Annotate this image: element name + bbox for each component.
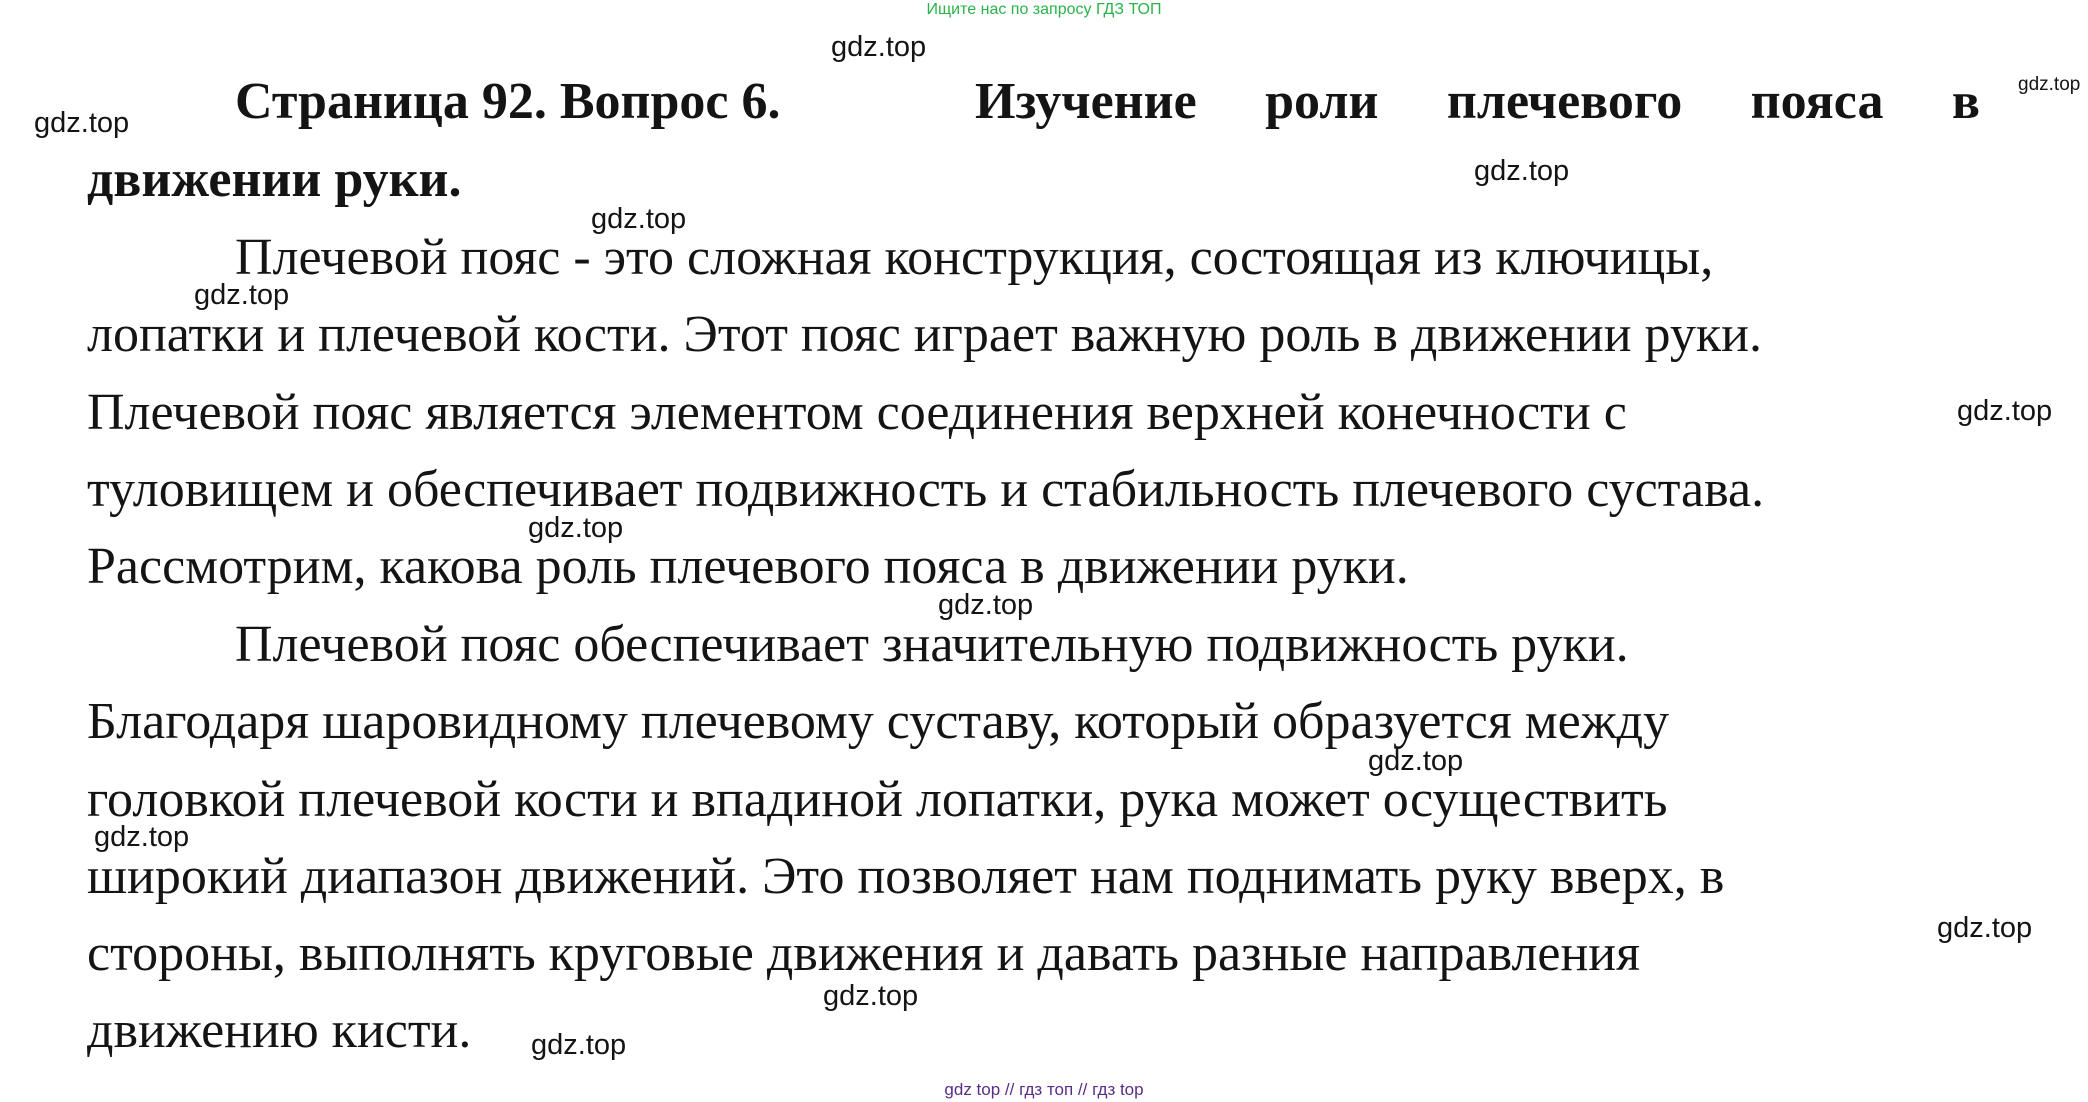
watermark: gdz.top bbox=[1937, 912, 2033, 944]
title-word: роли bbox=[1265, 73, 1379, 130]
watermark: gdz.top bbox=[94, 821, 190, 853]
page-title-continuation: движении руки. bbox=[87, 151, 462, 208]
text-line: Благодаря шаровидному плечевому суставу, который образуется между bbox=[87, 693, 1670, 750]
text-line: Плечевой пояс является элементом соединения верхней конечности с bbox=[87, 384, 1627, 441]
text-line: Плечевой пояс - это сложная конструкция, состоящая из ключицы, bbox=[235, 229, 1714, 286]
watermark: gdz.top bbox=[528, 512, 624, 544]
text-line: туловищем и обеспечивает подвижность и стабильность плечевого сустава. bbox=[87, 461, 1765, 518]
watermark: gdz.top bbox=[2018, 74, 2081, 95]
watermark: gdz.top bbox=[938, 589, 1034, 621]
watermark: gdz.top bbox=[591, 203, 687, 235]
text-line: головкой плечевой кости и впадиной лопатки, рука может осуществить bbox=[87, 771, 1668, 828]
text-line: Плечевой пояс обеспечивает значительную подвижность руки. bbox=[235, 616, 1629, 673]
watermark: gdz.top bbox=[1957, 395, 2053, 427]
top-banner: Ищите нас по запросу ГДЗ ТОП bbox=[926, 1, 1162, 18]
watermark: gdz.top bbox=[531, 1029, 627, 1061]
watermark: gdz.top bbox=[194, 279, 290, 311]
watermark: gdz.top bbox=[1474, 155, 1570, 187]
watermark: gdz.top bbox=[1368, 745, 1464, 777]
text-line: лопатки и плечевой кости. Этот пояс играет важную роль в движении руки. bbox=[87, 306, 1762, 363]
text-line: широкий диапазон движений. Это позволяет нам поднимать руку вверх, в bbox=[87, 848, 1725, 905]
watermark: gdz.top bbox=[831, 31, 927, 63]
page-title-number: Страница 92. Вопрос 6. bbox=[235, 73, 781, 130]
text-line: движению кисти. bbox=[87, 1002, 472, 1059]
title-word: в bbox=[1951, 73, 1980, 130]
watermark: gdz.top bbox=[823, 980, 919, 1012]
title-word: плечевого bbox=[1446, 73, 1683, 130]
watermark: gdz.top bbox=[34, 107, 130, 139]
text-line: Рассмотрим, какова роль плечевого пояса в движении руки. bbox=[87, 538, 1409, 595]
text-line: стороны, выполнять круговые движения и давать разные направления bbox=[87, 925, 1641, 982]
page-title-topic bbox=[975, 72, 1980, 132]
title-word: Изучение bbox=[975, 73, 1197, 130]
footer-watermark: gdz top // гдз топ // гдз top bbox=[944, 1080, 1144, 1099]
title-word: пояса bbox=[1750, 73, 1884, 130]
